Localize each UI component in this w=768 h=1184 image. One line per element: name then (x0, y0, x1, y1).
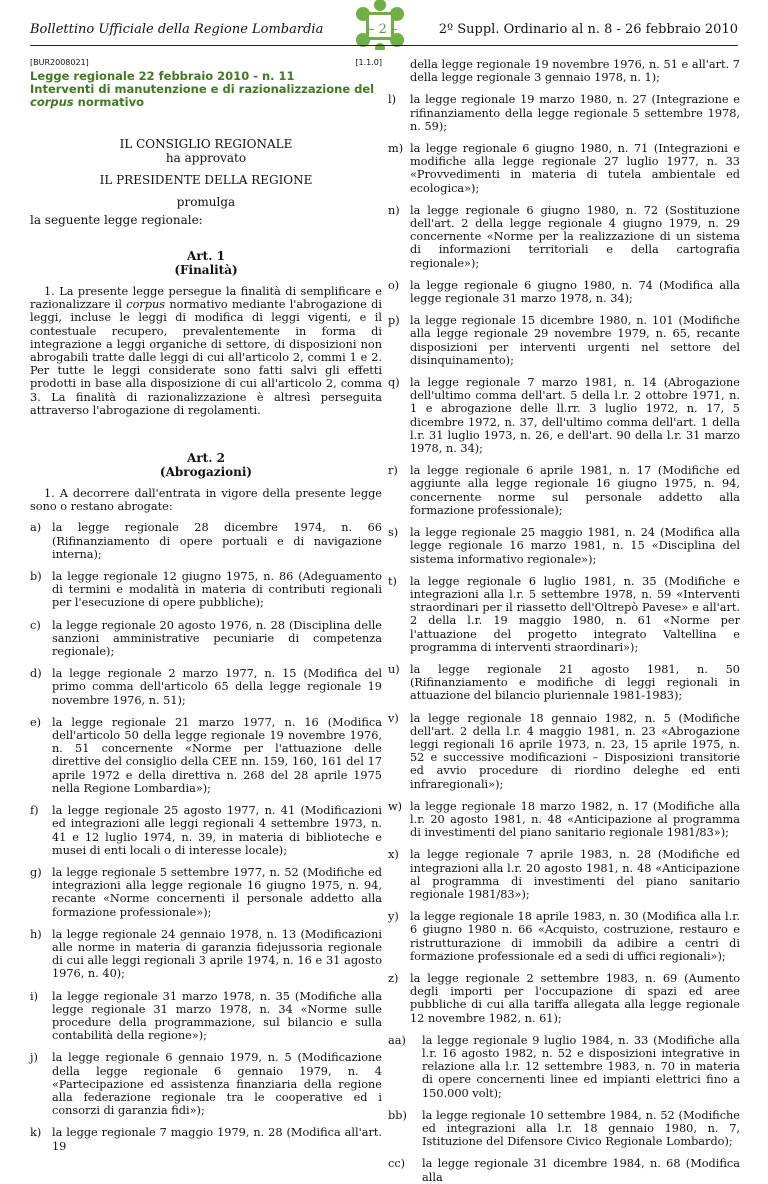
list-item: d) la legge regionale 2 marzo 1977, n. 15 (Modifica del primo comma dell'articolo 65 della legge regionale 19 novembre 1976, n. 51); (30, 667, 382, 707)
list-item: v) la legge regionale 18 gennaio 1982, n. 5 (Modifiche dell'art. 2 della l.r. 4 maggio 1981, n. 23 «Abrogazione leggi regionali 16 aprile 1973, n. 23, 15 aprile 1975, n. 52 e successive modificazioni – Disposizioni transitorie ed avvio procedure di riordino deleghe ed enti infraregionali»); (388, 711, 740, 791)
approved-line: ha approvato (165, 151, 247, 165)
list-item: i) la legge regionale 31 marzo 1978, n. 35 (Modifiche alla legge regionale 31 marzo 1978, n. 34 «Norme sulle procedure della programmazione, sul bilancio e sulla contabilità della regione»); (30, 989, 382, 1043)
list-item: a) la legge regionale 28 dicembre 1974, n. 66 (Rifinanziamento di opere portuali e di navigazione interna); (30, 521, 382, 561)
list-item: cc) la legge regionale 31 dicembre 1984, n. 68 (Modifica alla (388, 1157, 740, 1184)
list-item: o) la legge regionale 6 giugno 1980, n. 74 (Modifica alla legge regionale 31 marzo 1978, n. 34); (388, 278, 740, 306)
president-heading: IL PRESIDENTE DELLA REGIONE (99, 173, 313, 187)
list-item: q) la legge regionale 7 marzo 1981, n. 14 (Abrogazione dell'ultimo comma dell'art. 5 della l.r. 2 ottobre 1971, n. 1 e abrogazione delle ll.rr. 3 luglio 1972, n. 17, 5 dicembre 1972, n. 37, dell'ultimo comma dell'art. 1 della l.r. 31 luglio 1973, n. 26, e dell'art. 90 della l.r. 31 marzo 1978, n. 34); (388, 376, 740, 456)
classification-code: [1.1.0] (355, 58, 382, 67)
list-item: j) la legge regionale 6 gennaio 1979, n. 5 (Modificazione della legge regionale 6 gennaio 1979, n. 4 «Partecipazione ed assistenza finanziaria della regione alla federazione regionale tra le cooperative ed i consorzi di garanzia fidi»); (30, 1051, 382, 1118)
list-item: x) la legge regionale 7 aprile 1983, n. 28 (Modifiche ed integrazioni alla l.r. 20 agosto 1981, n. 48 «Anticipazione al programma di investimenti del piano sanitario regionale 1981/83»); (388, 848, 740, 901)
list-item: z) la legge regionale 2 settembre 1983, n. 69 (Aumento degli importi per l'occupazione di spazi ed aree pubbliche di cui alla tariffa allegata alla legge regionale 12 novembre 1982, n. 61); (388, 971, 740, 1025)
article-2-intro: 1. A decorrere dall'entrata in vigore della presente legge sono o restano abrogate: (30, 487, 382, 514)
list-item: w) la legge regionale 18 marzo 1982, n. 17 (Modifiche alla l.r. 20 agosto 1981, n. 48 «Anticipazione al programma di investimenti del piano sanitario regionale 1981/83»); (388, 799, 740, 840)
page-header (0, 0, 768, 50)
article-2-title: (Abrogazioni) (159, 465, 253, 480)
article-2-number: Art. 2 (187, 451, 225, 466)
law-title: Legge regionale 22 febbraio 2010 - n. 11 (30, 69, 295, 83)
following-law-line: la seguente legge regionale: (30, 213, 203, 227)
list-item: y) la legge regionale 18 aprile 1983, n. 30 (Modifica alla l.r. 6 giugno 1980 n. 66 «Acquisto, costruzione, restauro e ristrutturazione di immobili da adibire a centri di formazione professionale ed a sedi di uffici regionali»); (388, 910, 740, 963)
list-item: k) la legge regionale 7 maggio 1979, n. 28 (Modifica all'art. 19 (30, 1126, 382, 1153)
list-item: t) la legge regionale 6 luglio 1981, n. 35 (Modifiche e integrazioni alla l.r. 5 settembre 1978, n. 59 «Interventi straordinari per il riassetto dell'Oltrepò Pavese» e all'art. 2 della l.r. 19 maggio 1980, n. 61 «Norme per l'attuazione del progetto integrato Valtellina e programma di interventi straordinari»); (388, 574, 740, 654)
list-item: n) la legge regionale 6 giugno 1980, n. 72 (Sostituzione dell'art. 2 della legge regionale 4 giugno 1979, n. 29 concernente «Norme per la realizzazione di un sistema di informazioni territoriali e della cartografia regionale»); (388, 203, 740, 270)
list-item: b) la legge regionale 12 giugno 1975, n. 86 (Adeguamento di termini e modalità in materia di contributi regionali per l'esecuzione di opere pubbliche); (30, 570, 382, 610)
header-rule (30, 45, 738, 46)
supplement-info: 2º Suppl. Ordinario al n. 8 - 26 febbraio 2010 (438, 22, 738, 37)
law-subtitle: Interventi di manutenzione e di razionalizzazione del corpus normativo (30, 82, 375, 109)
article-1-title: (Finalità) (174, 263, 238, 277)
promulgates-line: promulga (176, 195, 236, 209)
law-meta (30, 58, 382, 70)
council-heading: IL CONSIGLIO REGIONALE (119, 137, 293, 151)
list-item: aa) la legge regionale 9 luglio 1984, n. 33 (Modifiche alla l.r. 16 agosto 1982, n. 52 e disposizioni integrative in relazione alla l.r. 12 settembre 1983, n. 70 in materia di opere concernenti linee ed impianti elettrici fino a 150.000 volt); (388, 1033, 740, 1100)
bur-code: [BUR2008021] (30, 58, 89, 67)
list-item: p) la legge regionale 15 dicembre 1980, n. 101 (Modifiche alla legge regionale 29 novembre 1979, n. 65, recante disposizioni per interventi urgenti nel settore del disinquinamento); (388, 314, 740, 367)
article-1-number: Art. 1 (187, 249, 225, 263)
list-item: s) la legge regionale 25 maggio 1981, n. 24 (Modifica alla legge regionale 16 marzo 1981, n. 15 «Disciplina del sistema informativo regionale»); (388, 526, 740, 566)
list-item: g) la legge regionale 5 settembre 1977, n. 52 (Modifiche ed integrazioni alla legge regionale 16 giugno 1975, n. 94, recante «Norme concernenti il personale addetto alla formazione professionale»); (30, 865, 382, 919)
list-item: e) la legge regionale 21 marzo 1977, n. 16 (Modifica dell'articolo 50 della legge regionale 19 novembre 1976, n. 51 concernente «Norme per l'attuazione delle direttive del consiglio della CEE nn. 159, 160, 161 del 17 aprile 1972 e della direttiva n. 268 del 28 aprile 1975 nella Regione Lombardia»); (30, 715, 382, 795)
list-item: u) la legge regionale 21 agosto 1981, n. 50 (Rifinanziamento e modifiche di leggi regionali in attuazione del bilancio pluriennale 1981-1983); (388, 662, 740, 703)
list-item: h) la legge regionale 24 gennaio 1978, n. 13 (Modificazioni alle norme in materia di garanzia fidejussoria regionale di cui alle leggi regionali 3 aprile 1974, n. 16 e 31 agosto 1976, n. 40); (30, 927, 382, 981)
page-number: – 2 – (368, 22, 398, 37)
list-item: bb) la legge regionale 10 settembre 1984, n. 52 (Modifiche ed integrazioni alla l.r. 18 gennaio 1980, n. 7, Istituzione del Difensore Civico Regionale Lombardo); (388, 1108, 740, 1149)
list-item: r) la legge regionale 6 aprile 1981, n. 17 (Modifiche ed aggiunte alla legge regionale 16 giugno 1975, n. 94, concernente norme sul personale addetto alla formazione professionale); (388, 464, 740, 517)
left-column (30, 50, 382, 1153)
list-item: c) la legge regionale 20 agosto 1976, n. 28 (Disciplina delle sanzioni amministrative pecuniarie di competenza regionale); (30, 618, 382, 659)
article-1-text: 1. La presente legge persegue la finalità di semplificare e razionalizzare il corpus normativo mediante l'abrogazione di leggi, incluse le leggi di modifica di leggi vigenti, e il contestuale recupero, prevalentemente in forma di integrazione a leggi organiche di settore, di disposizioni non abrogabili tratte dalle leggi di cui all'articolo 2, commi 1 e 2. Per tutte le leggi considerate sono fatti salvi gli effetti prodotti in base alla disposizione di cui all'articolo 2, comma 3. La finalità di razionalizzazione è altresì perseguita attraverso l'abrogazione di regolamenti. (30, 285, 382, 417)
list-item: m) la legge regionale 6 giugno 1980, n. 71 (Integrazioni e modifiche alla legge regionale 27 luglio 1977, n. 33 «Provvedimenti in materia di tutela ambientale ed ecologica»); (388, 142, 740, 195)
list-item: l) la legge regionale 19 marzo 1980, n. 27 (Integrazione e rifinanziamento della legge regionale 5 settembre 1978, n. 59); (388, 93, 740, 133)
continuation-text: della legge regionale 19 novembre 1976, n. 51 e all'art. 7 della legge regionale 3 gennaio 1978, n. 1); (410, 58, 740, 85)
list-item: f) la legge regionale 25 agosto 1977, n. 41 (Modificazioni ed integrazioni alle leggi regionali 4 settembre 1973, n. 41 e 12 luglio 1974, n. 39, in materia di biblioteche e musei di enti locali o di interesse locale); (30, 804, 382, 857)
right-column (388, 50, 740, 1184)
bulletin-title: Bollettino Ufficiale della Regione Lombardia (30, 22, 324, 37)
